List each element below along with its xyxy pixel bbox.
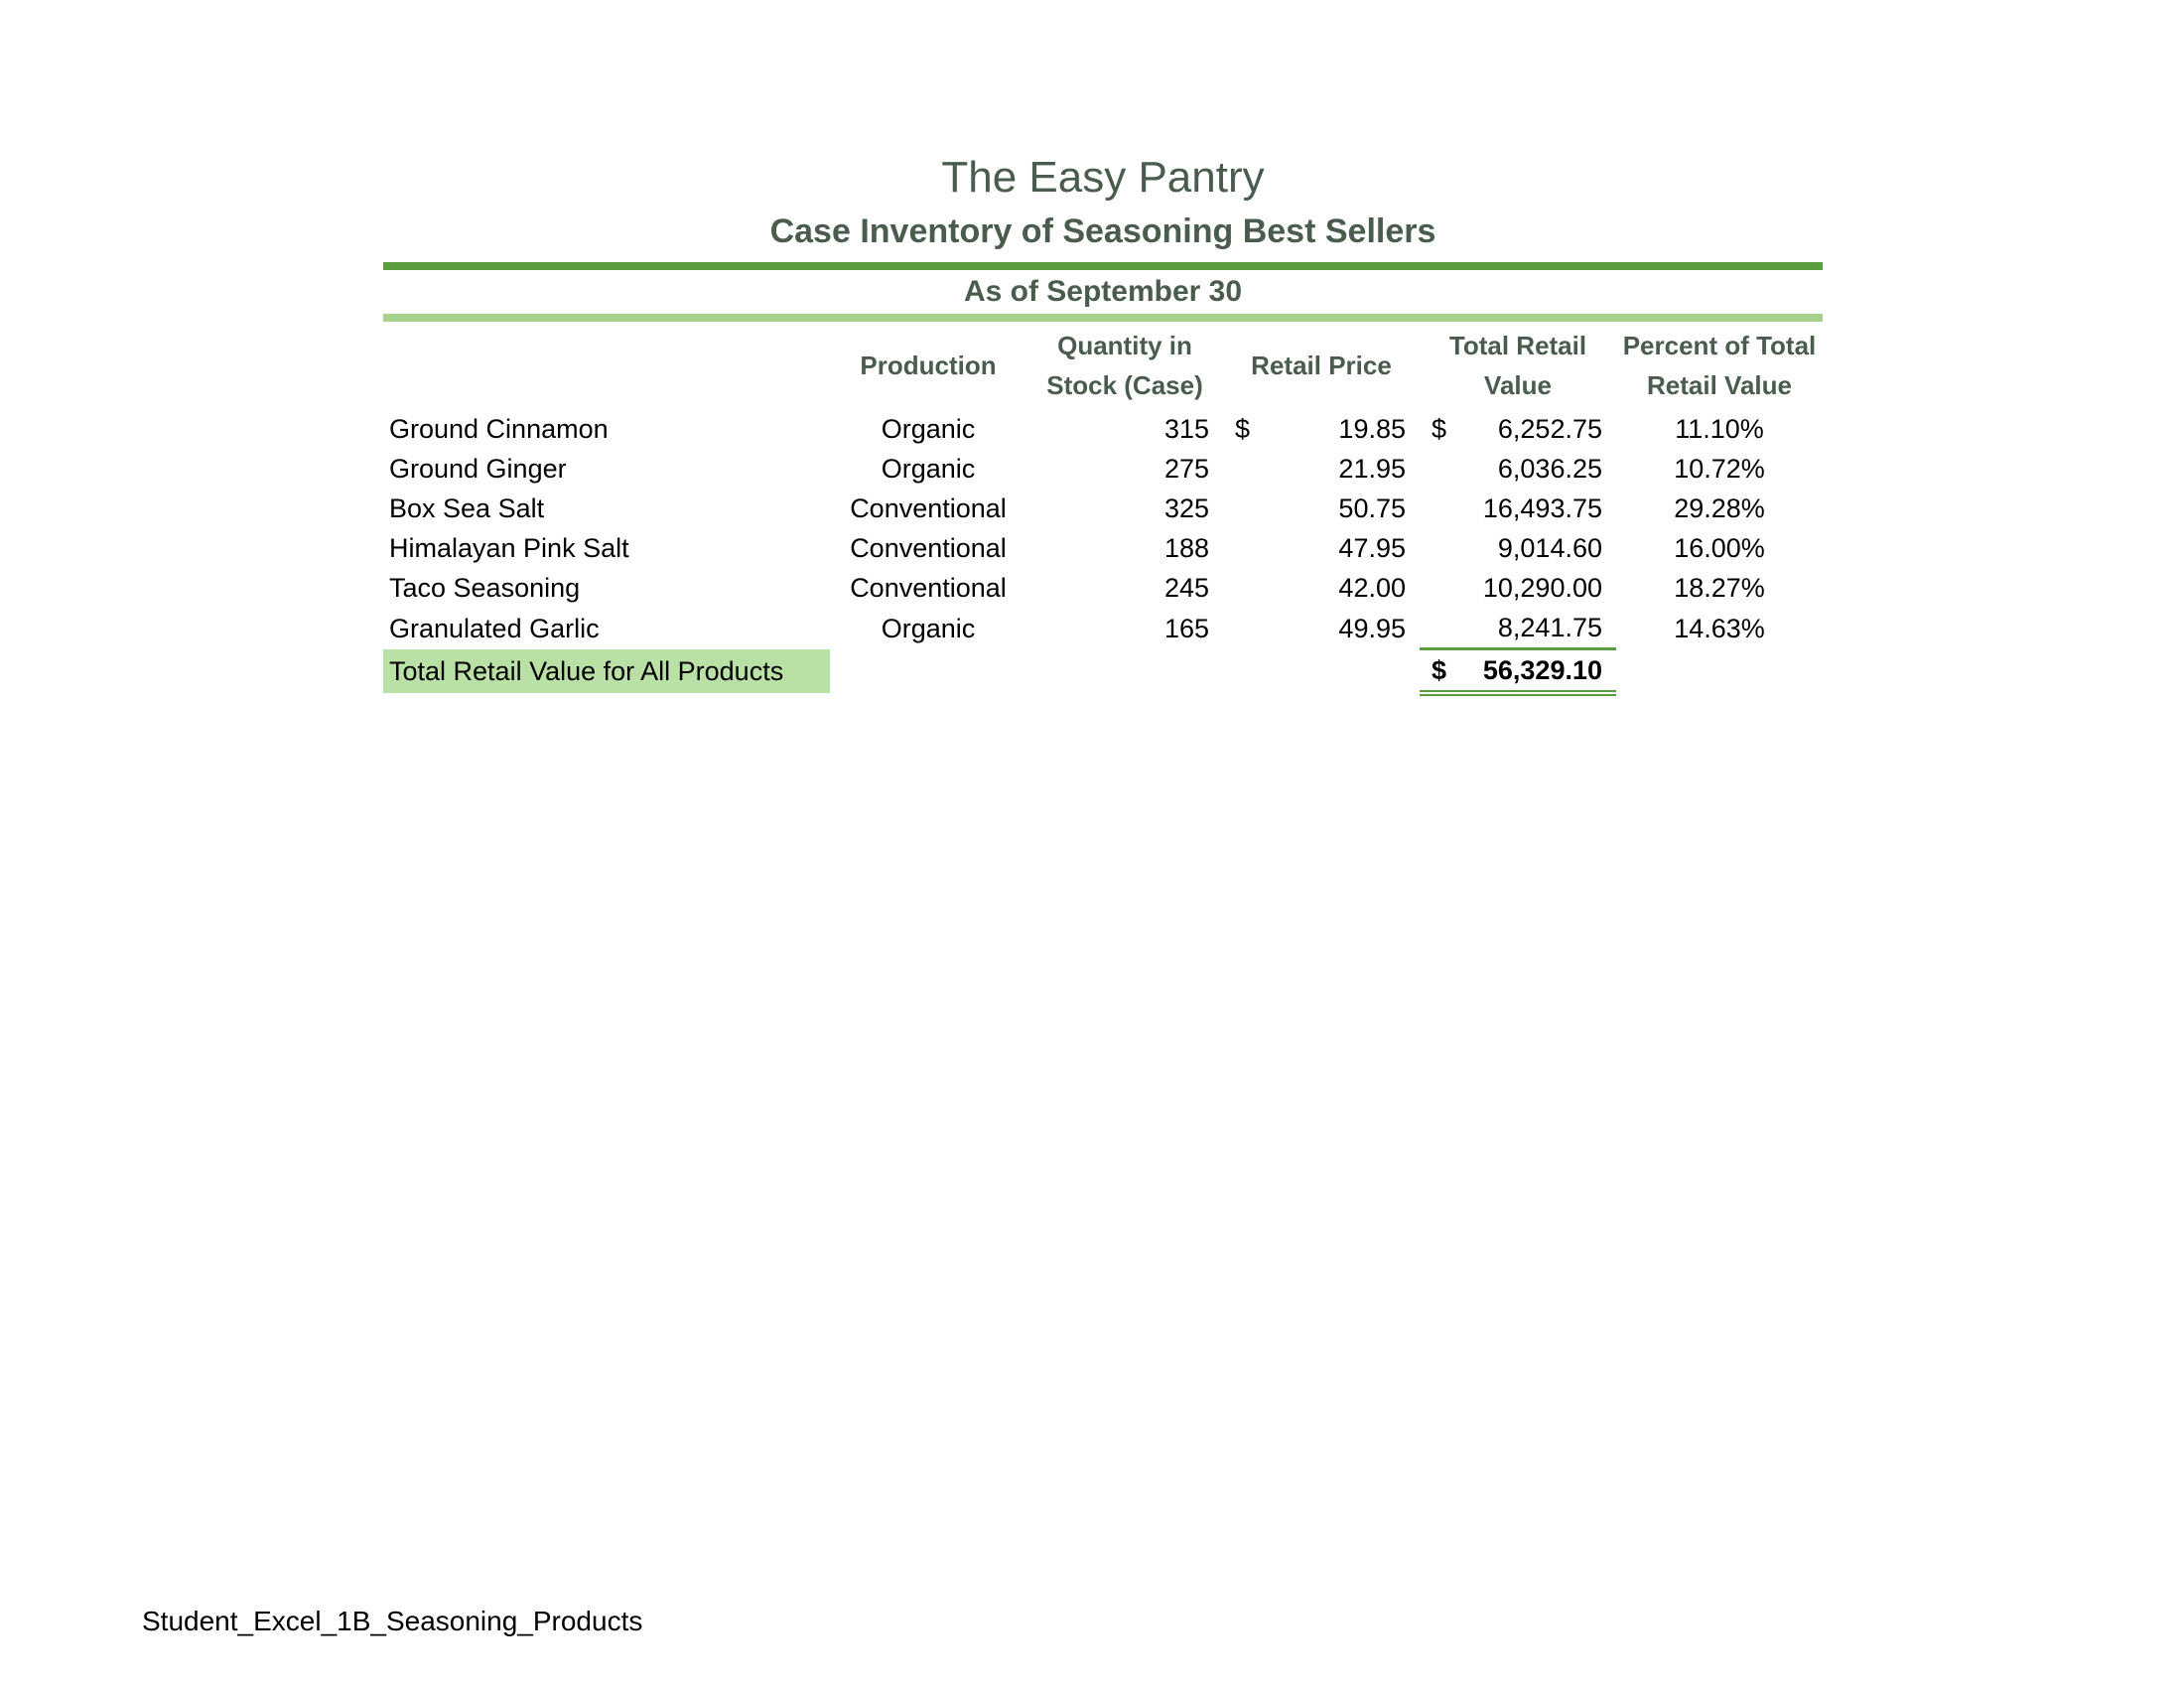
retail-price-cell [1223, 449, 1420, 489]
production-type: Conventional [850, 533, 1007, 563]
empty-cell [1616, 649, 1823, 694]
retail-price-value: 50.75 [1338, 493, 1406, 523]
table-row [383, 568, 1823, 608]
quantity-cell: 188 [1163, 533, 1209, 563]
product-name: Himalayan Pink Salt [389, 533, 629, 563]
currency-symbol: $ [1235, 414, 1251, 444]
total-row-label: Total Retail Value for All Products [383, 649, 830, 694]
header-quantity: Quantity in Stock (Case) [1046, 331, 1203, 400]
total-value-cell [1420, 489, 1616, 528]
table-row [383, 449, 1823, 489]
production-type: Organic [881, 454, 976, 484]
header-product [383, 322, 830, 409]
product-name: Granulated Garlic [389, 613, 600, 643]
percent-cell: 16.00% [1674, 533, 1765, 563]
empty-cell [1223, 649, 1420, 694]
total-value: 16,493.75 [1482, 493, 1602, 523]
total-value-cell [1420, 608, 1616, 649]
total-value: 9,014.60 [1497, 533, 1602, 563]
quantity-cell: 275 [1163, 454, 1209, 484]
retail-price-cell [1223, 489, 1420, 528]
total-value: 6,036.25 [1497, 454, 1602, 484]
page-footer: Student_Excel_1B_Seasoning_Products [142, 1606, 643, 1636]
currency-symbol: $ [1432, 655, 1447, 685]
total-value-cell [1420, 528, 1616, 568]
inventory-table [383, 322, 1823, 696]
table-row [383, 528, 1823, 568]
quantity-cell: 325 [1163, 493, 1209, 523]
total-value-cell [1420, 409, 1616, 449]
table-row [383, 608, 1823, 649]
worksheet [383, 149, 1823, 696]
retail-price-cell [1223, 528, 1420, 568]
production-type: Conventional [850, 573, 1007, 603]
retail-price-value: 19.85 [1338, 414, 1406, 444]
percent-cell: 18.27% [1674, 573, 1765, 603]
percent-cell: 29.28% [1674, 493, 1765, 523]
report-title: Case Inventory of Seasoning Best Sellers [769, 212, 1436, 250]
total-row [383, 649, 1823, 694]
total-value: 10,290.00 [1482, 573, 1602, 603]
retail-price-value: 21.95 [1338, 454, 1406, 484]
company-title: The Easy Pantry [941, 153, 1265, 202]
retail-price-cell [1223, 409, 1420, 449]
header-row [383, 322, 1823, 409]
retail-price-cell [1223, 608, 1420, 649]
production-type: Organic [881, 414, 976, 444]
quantity-cell: 165 [1163, 613, 1209, 643]
report-date: As of September 30 [963, 275, 1243, 308]
header-percent: Percent of Total Retail Value [1622, 331, 1817, 400]
retail-price-value: 49.95 [1338, 613, 1406, 643]
quantity-cell: 315 [1163, 414, 1209, 444]
total-value: 8,241.75 [1497, 613, 1602, 642]
product-name: Box Sea Salt [389, 493, 545, 523]
empty-cell [830, 649, 1026, 694]
percent-cell: 14.63% [1674, 613, 1765, 643]
title-divider-light [383, 314, 1823, 322]
retail-price-value: 47.95 [1338, 533, 1406, 563]
product-name: Ground Cinnamon [389, 414, 609, 444]
retail-price-value: 42.00 [1338, 573, 1406, 603]
empty-cell [1026, 649, 1223, 694]
production-type: Conventional [850, 493, 1007, 523]
retail-price-cell [1223, 568, 1420, 608]
currency-symbol: $ [1432, 414, 1447, 444]
grand-total-cell [1420, 649, 1616, 694]
product-name: Taco Seasoning [389, 573, 581, 603]
production-type: Organic [881, 613, 976, 643]
percent-cell: 11.10% [1675, 414, 1764, 444]
header-production: Production [860, 351, 997, 380]
table-row [383, 489, 1823, 528]
grand-total-value: 56,329.10 [1482, 655, 1602, 685]
header-total-retail-value: Total Retail Value [1448, 331, 1587, 400]
percent-cell: 10.72% [1674, 454, 1765, 484]
total-value-cell [1420, 568, 1616, 608]
title-divider-dark [383, 262, 1823, 270]
total-value: 6,252.75 [1497, 414, 1602, 444]
table-row [383, 409, 1823, 449]
product-name: Ground Ginger [389, 454, 567, 484]
header-retail-price: Retail Price [1251, 351, 1392, 380]
total-value-cell [1420, 449, 1616, 489]
quantity-cell: 245 [1163, 573, 1209, 603]
